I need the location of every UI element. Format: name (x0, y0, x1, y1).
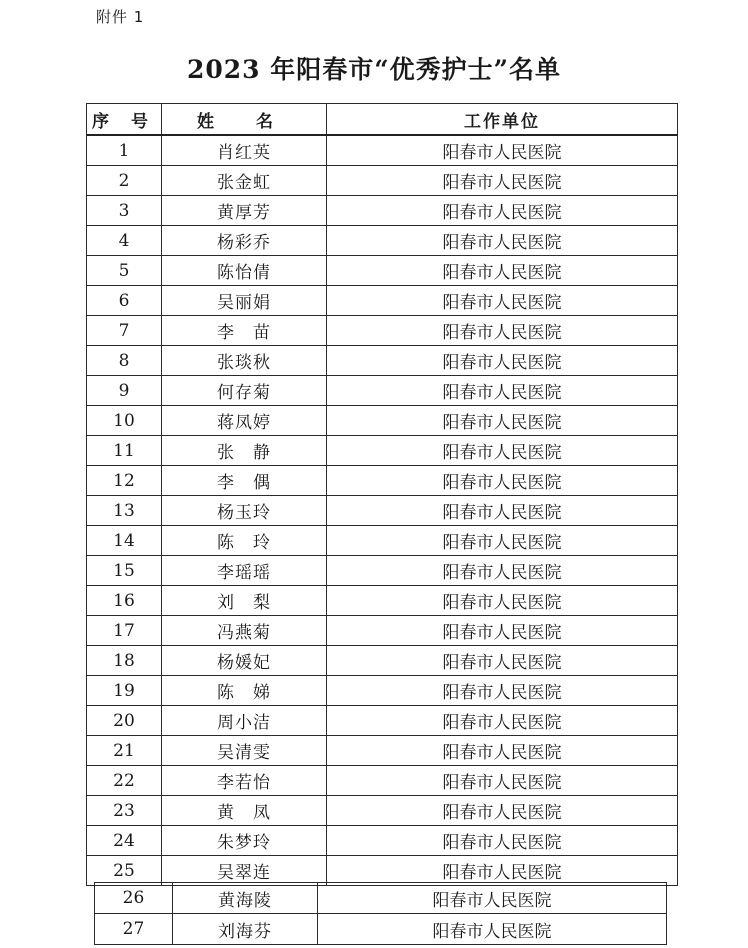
table-row (87, 856, 678, 886)
row-work-unit: 阳春市人民医院 (327, 556, 678, 586)
row-work-unit: 阳春市人民医院 (327, 496, 678, 526)
row-work-unit: 阳春市人民医院 (327, 346, 678, 376)
row-number: 9 (87, 376, 162, 406)
table-row (87, 826, 678, 856)
table-header-row (87, 104, 678, 136)
row-name: 何存菊 (162, 376, 327, 406)
table-row (95, 914, 667, 945)
row-name: 李 苗 (162, 316, 327, 346)
row-work-unit: 阳春市人民医院 (327, 796, 678, 826)
row-work-unit: 阳春市人民医院 (327, 166, 678, 196)
row-name: 陈 娣 (162, 676, 327, 706)
table-row (87, 466, 678, 496)
row-number: 5 (87, 256, 162, 286)
table-row (87, 196, 678, 226)
row-name: 周小洁 (162, 706, 327, 736)
row-number: 4 (87, 226, 162, 256)
row-work-unit: 阳春市人民医院 (327, 466, 678, 496)
row-name: 黄厚芳 (162, 196, 327, 226)
row-name: 黄海陵 (173, 883, 318, 914)
row-name: 张 静 (162, 436, 327, 466)
table-row (87, 526, 678, 556)
table-row (87, 406, 678, 436)
row-work-unit: 阳春市人民医院 (318, 914, 667, 945)
table-row (87, 676, 678, 706)
table-row (87, 646, 678, 676)
row-number: 17 (87, 616, 162, 646)
row-number: 19 (87, 676, 162, 706)
row-work-unit: 阳春市人民医院 (327, 826, 678, 856)
row-number: 22 (87, 766, 162, 796)
header-name: 姓 名 (162, 104, 327, 136)
row-work-unit: 阳春市人民医院 (327, 376, 678, 406)
row-work-unit: 阳春市人民医院 (327, 526, 678, 556)
row-number: 15 (87, 556, 162, 586)
row-number: 20 (87, 706, 162, 736)
row-work-unit: 阳春市人民医院 (327, 706, 678, 736)
table-row (87, 226, 678, 256)
table-row (87, 796, 678, 826)
row-work-unit: 阳春市人民医院 (327, 406, 678, 436)
table-row (87, 376, 678, 406)
nurse-list-table-continued (94, 882, 667, 945)
row-work-unit: 阳春市人民医院 (318, 883, 667, 914)
row-number: 3 (87, 196, 162, 226)
row-number: 25 (87, 856, 162, 886)
row-name: 杨媛妃 (162, 646, 327, 676)
table-row (87, 166, 678, 196)
row-number: 23 (87, 796, 162, 826)
row-number: 13 (87, 496, 162, 526)
row-work-unit: 阳春市人民医院 (327, 316, 678, 346)
row-name: 陈怡倩 (162, 256, 327, 286)
row-number: 6 (87, 286, 162, 316)
table-row (87, 346, 678, 376)
table-row (87, 706, 678, 736)
row-number: 21 (87, 736, 162, 766)
row-number: 1 (87, 135, 162, 166)
row-name: 刘海芬 (173, 914, 318, 945)
table-row (87, 766, 678, 796)
table-row (87, 616, 678, 646)
document-title: 2023 年阳春市“优秀护士”名单 (186, 55, 562, 84)
row-number: 8 (87, 346, 162, 376)
row-work-unit: 阳春市人民医院 (327, 616, 678, 646)
row-name: 李若怡 (162, 766, 327, 796)
table-row (87, 556, 678, 586)
row-name: 李瑶瑶 (162, 556, 327, 586)
row-number: 10 (87, 406, 162, 436)
table-row (87, 316, 678, 346)
nurse-list-table (86, 103, 678, 886)
row-number: 14 (87, 526, 162, 556)
table-row (87, 256, 678, 286)
row-number: 18 (87, 646, 162, 676)
table-row (87, 586, 678, 616)
attachment-label: 附件 1 (96, 8, 145, 26)
row-number: 26 (95, 883, 173, 914)
row-name: 朱梦玲 (162, 826, 327, 856)
row-name: 蒋凤婷 (162, 406, 327, 436)
row-work-unit: 阳春市人民医院 (327, 856, 678, 886)
table-row (87, 286, 678, 316)
row-name: 黄 凤 (162, 796, 327, 826)
row-number: 24 (87, 826, 162, 856)
row-work-unit: 阳春市人民医院 (327, 646, 678, 676)
row-name: 刘 梨 (162, 586, 327, 616)
table-row (87, 436, 678, 466)
header-work-unit: 工作单位 (327, 104, 678, 136)
table-row (87, 135, 678, 166)
row-name: 吴翠连 (162, 856, 327, 886)
table-row (87, 736, 678, 766)
row-work-unit: 阳春市人民医院 (327, 766, 678, 796)
row-work-unit: 阳春市人民医院 (327, 586, 678, 616)
row-number: 27 (95, 914, 173, 945)
row-name: 吴丽娟 (162, 286, 327, 316)
row-name: 李 偶 (162, 466, 327, 496)
row-name: 陈 玲 (162, 526, 327, 556)
row-name: 张琰秋 (162, 346, 327, 376)
row-work-unit: 阳春市人民医院 (327, 736, 678, 766)
row-number: 12 (87, 466, 162, 496)
row-name: 杨玉玲 (162, 496, 327, 526)
row-name: 肖红英 (162, 135, 327, 166)
row-name: 杨彩乔 (162, 226, 327, 256)
row-work-unit: 阳春市人民医院 (327, 135, 678, 166)
row-name: 吴清雯 (162, 736, 327, 766)
row-name: 张金虹 (162, 166, 327, 196)
row-name: 冯燕菊 (162, 616, 327, 646)
row-work-unit: 阳春市人民医院 (327, 676, 678, 706)
row-number: 2 (87, 166, 162, 196)
row-work-unit: 阳春市人民医院 (327, 436, 678, 466)
table-row (87, 496, 678, 526)
row-number: 7 (87, 316, 162, 346)
row-number: 16 (87, 586, 162, 616)
row-number: 11 (87, 436, 162, 466)
row-work-unit: 阳春市人民医院 (327, 196, 678, 226)
header-number: 序 号 (87, 104, 162, 136)
table-row (95, 883, 667, 914)
row-work-unit: 阳春市人民医院 (327, 226, 678, 256)
row-work-unit: 阳春市人民医院 (327, 256, 678, 286)
row-work-unit: 阳春市人民医院 (327, 286, 678, 316)
